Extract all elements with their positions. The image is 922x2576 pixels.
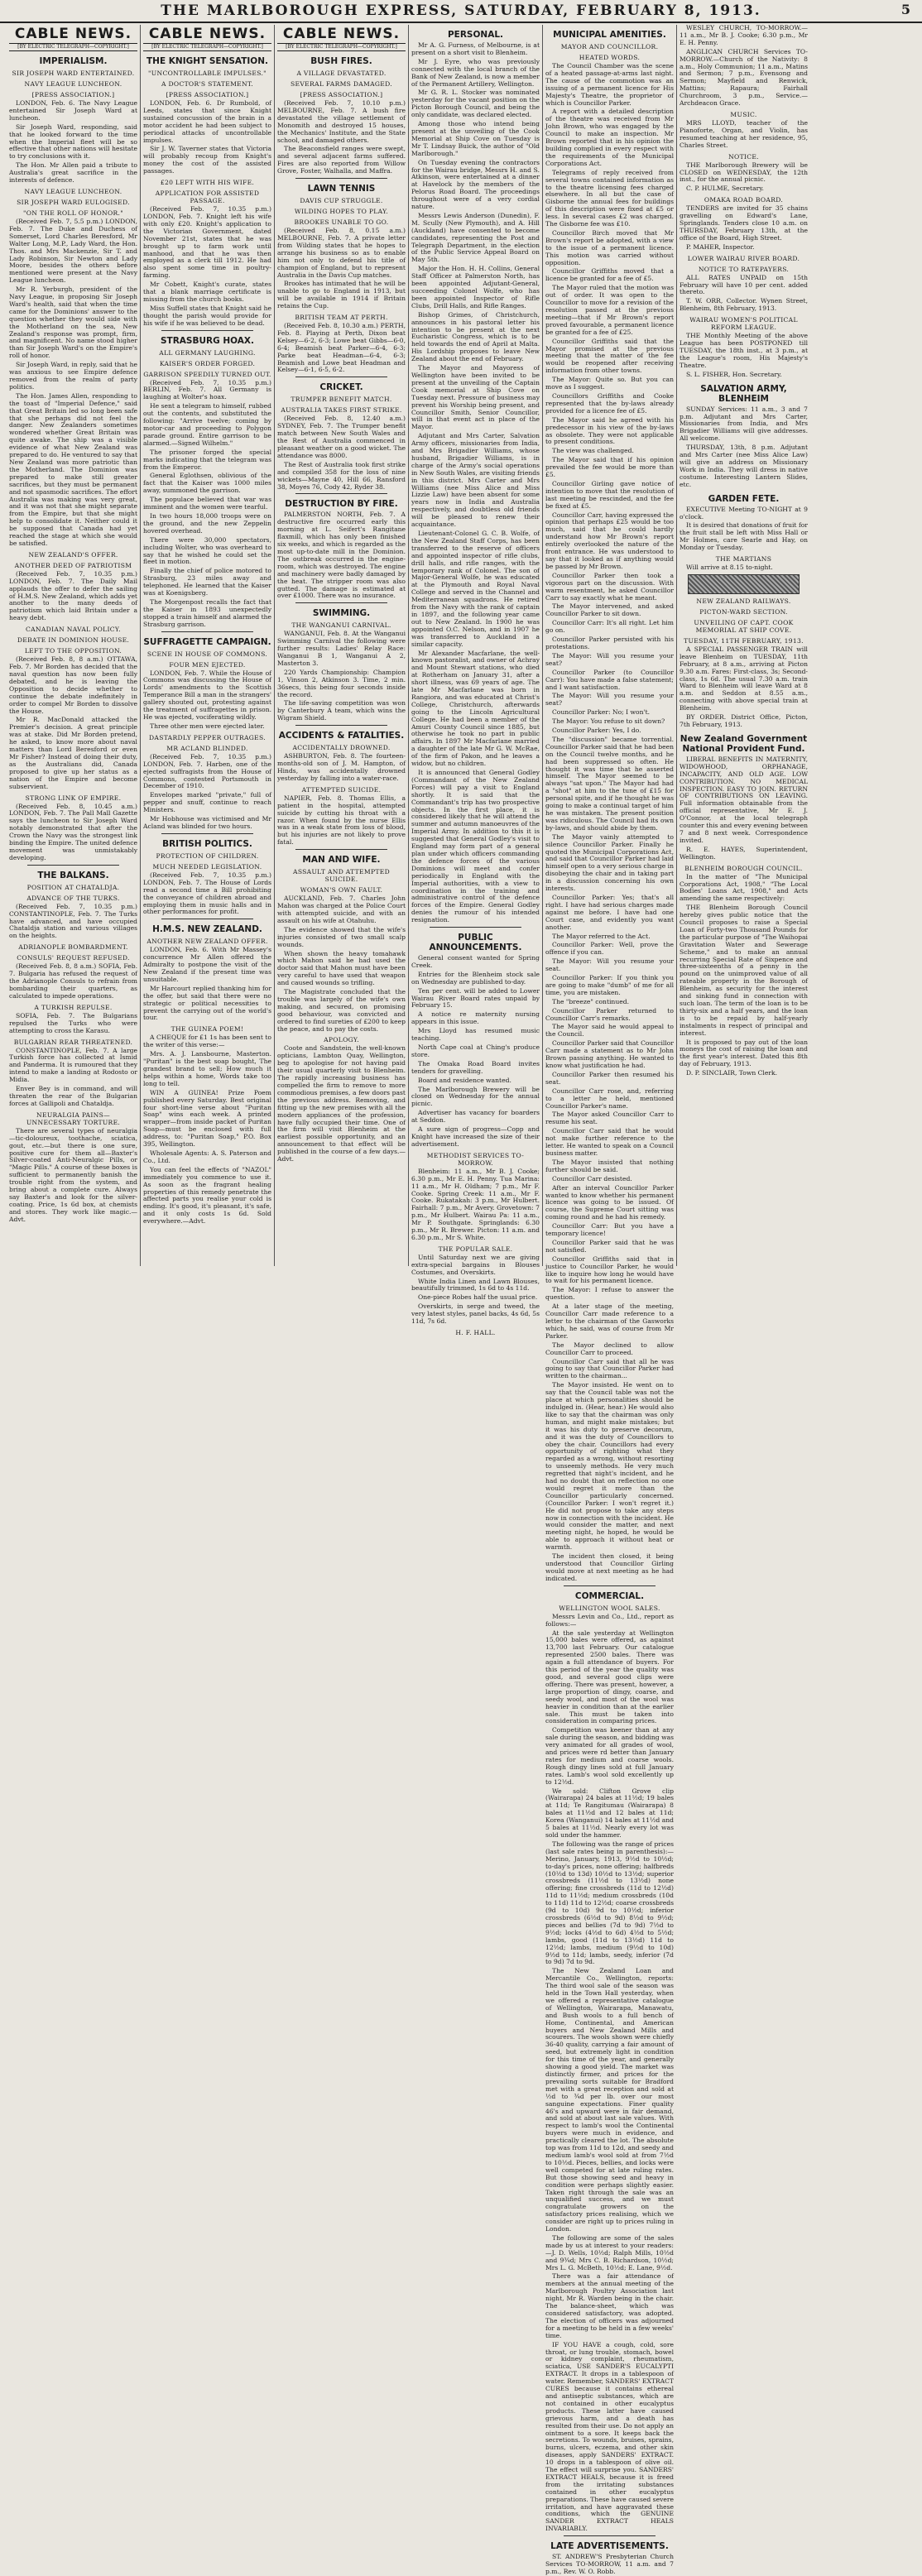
paragraph: The Marlborough Brewery will be closed on Wednesday for the annual picnic.: [411, 1085, 540, 1108]
paragraph: ASHBURTON, Feb. 8. The fourteen-months-old son of J. M. Hampton, of Hinds, was accidentally drowned yesterday by falling into a water-race.: [277, 752, 406, 782]
paragraph: The Mayor referred to the Act.: [552, 932, 651, 940]
subhead: CANADIAN NAVAL POLICY.: [26, 626, 121, 634]
subhead: A DOCTOR'S STATEMENT.: [161, 80, 253, 88]
signature: BY ORDER. District Office, Picton, 7th February, 1913.: [679, 713, 808, 728]
paragraph: The life-saving competition was won by Canterbury A team, which wins the Wigram Shield.: [277, 699, 406, 722]
advertisement: Mrs. A. J. Lansbourne, Masterton. "Puritan" is the best soap bought, The grandest brand to sell; How much it helps within a home, Words take too long to tell.: [143, 1050, 271, 1087]
paragraph: The Mayor: Quite so. But you can move as I suggest.: [545, 376, 674, 391]
advertisement: Overskirts, in serge and tweed, the very latest styles, panel backs, 4s 6d, 5s 11d, 7s 6d.: [411, 1302, 540, 1326]
paragraph: The Mayor: Will you resume your seat?: [545, 692, 674, 708]
paragraph: The following was the range of prices (last sale rates being in parenthesis):—Merino, January, 1913, 9½d to 10½d; to-day's prices, none offering; halfbreds (10½d to 13d) 10½d to 13½d; superior crossbreds (11½d to 13½d) none offering; fine crossbreds (11d to 12½d) 11d to 11½d; medium crossbreds (10d to 11d) 11d to 12½d; coarse crossbreds (9d to 10d) 9d to 10½d; inferior crossbreds (6½d to 9d) 8½d to 9½d; pieces and bellies (7d to 9d) 7½d to 9½d; locks (4½d to 6d) 4½d to 5½d; lambs, good (11d to 13½d) 11d to 12½d; lambs, medium (9½d to 10d) 9½d to 11d; lambs, seedy, inferior (7d to 9d) 7d to 9d.: [545, 1840, 674, 1966]
subhead: "UNCONTROLLABLE IMPULSES.": [148, 70, 267, 77]
subhead: NEW ZEALAND'S OFFER.: [28, 550, 118, 559]
paragraph: The Mayor intervened, and asked Councillor Parker to sit down.: [545, 602, 674, 618]
subhead: THE MARTIANS: [715, 555, 772, 564]
paragraph: Councillor Parker: If you think you are going to make "dumb" of me for all time, you are mistaken.: [545, 974, 674, 996]
advertisement: ANGLICAN CHURCH Services TO-MORROW.—Church of the Nativity: 8 a.m., Holy Communion; 11 a.m., Matins and Sermon; 7 p.m., Evensong and Sermon; Mayfield and Renwick, Mattins; Rapaura; Fairhall Churchroom, 3 p.m., Service.—Archdeacon Grace.: [679, 47, 808, 108]
headline-destruction-by-fire: DESTRUCTION BY FIRE.: [285, 499, 398, 510]
paragraph: A report with a detailed description of the theatre was received from Mr John Brown, who was engaged by the Council to make an inspection. Mr Brown reported that in his opinion the building complied in every respect with the requirements of the Municipal Corporations Act.: [545, 108, 674, 167]
paragraph: Competition was keener than at any sale during the season, and bidding was very animated for all grades of wool, and prices were rd better than January rates for medium and coarse wools. Rough dingy lines sold at full January rates. Lamb's wool sold excellently up to 12½d.: [545, 1726, 674, 1786]
subhead: ANOTHER NEW ZEALAND OFFER.: [146, 938, 268, 946]
signature: P. MAHER, Inspector.: [686, 242, 755, 251]
advertisement: White India Linen and Lawn Blouses, beautifully trimmed, 1s 6d to 4s 11d.: [411, 1277, 540, 1293]
paragraph: Councillor Carr rose, and, referring to a letter he held, mentioned Councillor Parker's name.: [545, 1087, 674, 1110]
paragraph: Councillor Griffiths said that the Mayor promised at the previous meeting that the matter of the fee would be reopened after receiving information from other towns.: [545, 337, 674, 375]
signature: R. E. HAYES, Superintendent, Wellington.: [679, 845, 808, 861]
subhead: TUESDAY, 11TH FEBRUARY, 1913.: [684, 636, 804, 645]
paragraph: Ten per cent. will be added to Lower Wairau River Board rates unpaid by February 15.: [411, 986, 540, 1010]
paragraph: (Received Feb. 7, 10.35 p.m.) CONSTANTINOPLE, Feb. 7. The Turks have advanced, and have occupied Chataldja station and various villages on the heights.: [9, 902, 137, 940]
divider: [295, 849, 387, 850]
advertisement: A SPECIAL PASSENGER TRAIN will leave Blenheim on TUESDAY, 11th February, at 8 a.m., arriving at Picton 9.30 a.m. Fares: First-class, 3s; Second-class, 1s 6d. The usual 7.30 a.m. train Ward to Blenheim will leave Ward at 8 a.m. and Seddon at 8.55 a.m., connecting with above special train at Blenheim.: [679, 645, 808, 712]
headline-balkans: THE BALKANS.: [37, 870, 109, 880]
signature: H. F. HALL.: [455, 1329, 496, 1336]
subhead: DEBATE IN DOMINION HOUSE.: [17, 636, 130, 645]
headline-imperialism: IMPERIALISM.: [39, 56, 108, 66]
column-2: [141, 25, 275, 1266]
paragraph: The Beaconsfield ranges were swept, and several adjacent farms suffered. Fires are also reported from Willow Grove, Foster, Walhalla, and Maffra.: [277, 145, 406, 175]
signature: T. W. ORR, Collector. Wynen Street, Blenheim, 8th February, 1913.: [679, 297, 808, 313]
paragraph: On Tuesday evening the contractors for the Wairau bridge, Messrs H. and S. Atkinson, were entertained at a dinner at Havelock by the members of the Pelorus Road Board. The proceedings throughout were of a very cordial nature.: [411, 158, 540, 211]
paragraph: Councillor Parker said that Councillor Carr made a statement as to Mr John Brown passing anything. He wanted to know what justification he had.: [545, 1039, 674, 1069]
paragraph: Bishop Grimes, of Christchurch, announces in his pastoral letter his intention to be present at the next Eucharistic Congress, which is to be held towards the end of April at Malta. His Lordship proposes to leave New Zealand about the end of February.: [411, 310, 540, 363]
advertisement: EXECUTIVE Meeting TO-NIGHT at 9 o'clock.: [679, 505, 808, 520]
paragraph: The Morgenpost recalls the fact that the Kaiser in 1893 unexpectedly stopped a train himself and alarmed the Strasburg garrison.: [143, 597, 271, 628]
headline-salvation-army: SALVATION ARMY, BLENHEIM: [700, 383, 787, 404]
paragraph: Councillor Griffiths moved that a licence be granted for a fee of £5.: [545, 267, 674, 283]
subhead: BULGARIAN REAR THREATENED.: [13, 1038, 133, 1046]
subhead: DAVIS CUP STRUGGLE.: [300, 197, 383, 205]
paragraph: The evidence showed that the wife's injuries consisted of two small scalp wounds.: [277, 925, 406, 948]
advertisement: MRS LLOYD, teacher of the Pianoforte, Organ, and Violin, has resumed teaching at her residence, 95, Charles Street.: [679, 118, 808, 149]
subhead: GARRISON SPEEDILY TURNED OUT.: [143, 370, 271, 378]
byline: [BY ELECTRIC TELEGRAPH—COPYRIGHT.]: [9, 43, 137, 51]
paragraph: Councillor Carr said that he would not make further reference to the letter. He wanted to speak on a Council business matter.: [545, 1127, 674, 1157]
headline-bush-fires: BUSH FIRES.: [310, 56, 372, 66]
headline-strasburg: STRASBURG HOAX.: [160, 335, 255, 346]
paragraph: The Mayor ruled that the motion was out of order. It was open to the Councillor to move for a revision of the resolution passed at the previous meeting—that if Mr Brown's report proved favourable, a permanent licence be granted for a fee of £25.: [545, 284, 674, 336]
column-1: [7, 25, 141, 1266]
paragraph: Major the Hon. H. H. Collins, General Staff Officer at Palmerston North, has been appointed Adjutant-General, succeeding Colonel Wolfe, who has been appointed Inspector of Rifle Clubs, Drill Halls, and Rifle Ranges.: [411, 265, 540, 309]
paragraph: The New Zealand Loan and Mercantile Co., Wellington, reports: The third wool sale of the season was held in the Town Hall yesterday, when we offered a representative catalogue of Wellington, Wairarapa, Manawatu, and Bush wools to a full bench of Home, Continental, and American buyers and New Zealand Mills and scourers. The wools shown were chiefly 36-40 quality, carrying a fair amount of seed, but extremely light in condition for this time of the year, and generally showing a good yield. The market was distinctly firmer, and prices for the prevailing sorts suitable for Bradford met with a great reception and sold at ½d to ¾d per lb. over our most sanguine expectations. Finer quality 46's and upward were in fair demand, and sold at about last sale values. With respect to lamb's wool the Continental buyers were much in evidence, and practically cleared the lot. The absolute top was from 11d to 12d, and seedy and medium lamb's wool sold at from 7½d to 10½d. Pieces, bellies, and locks were well competed for at late ruling rates. But those showing seed and heavy in condition were perhaps slightly easier. Taken right through the sale was an unqualified success, and we must congratulate growers on the satisfactory prices realising, which we consider are right up to prices ruling in London.: [545, 1967, 674, 2233]
subhead: MUCH NEEDED LEGISLATION.: [152, 862, 262, 871]
subhead: NEW ZEALAND RAILWAYS.: [696, 597, 791, 605]
newspaper-columns: [7, 24, 915, 2575]
paragraph: After an interval Councillor Parker wanted to know whether his permanent licence was going to be issued. Of course, the Supreme Court sitting was coming round and he had his remedy.: [545, 1183, 674, 1221]
paragraph: Councillor Parker: Yes, I do.: [552, 727, 641, 735]
advertisement: IF YOU HAVE a cough, cold, sore throat, or lung trouble, stomach, bowel or kidney complaint, rheumatism, sciatica, USE SANDER'S EUCALYPTI EXTRACT. It drops in a tablespoon of water. Remember, SANDERS' EXTRACT CURES because it contains ethereal and antiseptic substances, which are not contained in other eucalyptus products. These latter have caused grievous harm, and a death has resulted from their use. Do not apply an ointment to a sore. It keeps back the secretions. To wounds, bruises, sprains, burns, ulcers, eczema, and other skin diseases, apply SANDERS' EXTRACT. 10 drops in a tablespoon of olive oil. The effect will surprise you. SANDERS' EXTRACT HEALS, because it is freed from the irritating substances contained in other eucalyptus preparations. These have caused severe irritation, and have aggravated these conditions, which the GENUINE SANDER EXTRACT HEALS INVARIABLY.: [545, 2340, 674, 2533]
divider: [295, 178, 387, 179]
divider: [295, 493, 387, 494]
advertisement: THURSDAY, 13th, 8 p.m. Adjutant and Mrs Carter (nee Miss Alice Law) will give an address on Missionary Work in India. They will dress in native costume. Interesting Lantern Slides, etc.: [679, 444, 808, 488]
subhead: ANOTHER DEED OF PATRIOTISM: [14, 561, 132, 569]
paragraph: Councillor Carr said that all he was going to say that Councillor Parker had written to the chairman...: [545, 1357, 674, 1380]
headline-personal: PERSONAL.: [447, 30, 504, 40]
advertisement: ALL RATES UNPAID on 15th February will have 10 per cent. added thereto.: [679, 273, 808, 296]
subhead: PICTON-WARD SECTION.: [699, 607, 788, 616]
subhead: KAISER'S ORDER FORGED.: [159, 359, 256, 367]
subhead: MAYOR AND COUNCILLOR.: [560, 43, 659, 50]
paragraph: The Mayor asked Councillor Carr to resume his seat.: [545, 1111, 674, 1126]
headline-garden-fete: GARDEN FETE.: [708, 493, 780, 504]
paragraph: The Mayor insisted that nothing further should be said.: [545, 1158, 674, 1173]
subhead: DASTARDLY PEPPER OUTRAGES.: [149, 733, 266, 741]
subhead: A VILLAGE DEVASTATED.: [296, 70, 387, 77]
paragraph: Mr R. Yerburgh, president of the Navy League, in proposing Sir Joseph Ward's health, said that when the time came for the Dominions' answer to the question whether they would side with the Motherland on the sea, New Zealand's response was prompt, firm, and magnificent. No name stood higher than Sir Joseph Ward's on the Empire's roll of honor.: [9, 285, 137, 360]
subhead: HEATED WORDS.: [579, 54, 641, 61]
column-3: [275, 25, 409, 1266]
paragraph: Mr A. G. Furness, of Melbourne, is at present on a short visit to Blenheim.: [411, 41, 540, 56]
paragraph: (Received Feb. 8, 8 a.m.) SOFIA, Feb. 7. Bulgaria has refused the request of the Adrianople Consuls to refrain from bombarding their quarters, as calculated to impede operations.: [9, 962, 137, 1000]
subhead: METHODIST SERVICES TO-MORROW.: [426, 1151, 525, 1167]
subhead: A TURKISH REPULSE.: [34, 1003, 113, 1011]
paragraph: The "breeze" continued.: [552, 997, 629, 1005]
paragraph: Lieutenant-Colonel G. C. B. Wolfe, of the New Zealand Staff Corps, has been transferred to the reserve of officers and appointed inspector of rifle clubs, drill halls, and rifle ranges, with the temporary rank of Colonel. The son of Major-General Wolfe, he was educated at the Plymouth and Royal Naval College and served in the Channel and Mediterranean squadrons. He retired from the Navy with the rank of captain in 1897, and the following year came out to New Zealand. In 1900 he was appointed O.C. Nelson, and in 1907 he was transferred to Auckland in a similar capacity.: [411, 530, 540, 648]
headline-public-announcements: PUBLIC ANNOUNCEMENTS.: [429, 933, 522, 953]
paragraph: When shown the heavy tomahawk which Mahon said he had used the doctor said that Mahon must have been very careful to have used that weapon and caused wounds so trifling.: [277, 949, 406, 987]
paragraph: 220 Yards Championship: Champion 1, Vinson 2, Atkinson 3. Time, 2 min. 36secs, this being four seconds inside the record.: [277, 668, 406, 698]
paragraph: The Omaka Road Board invites tenders for gravelling.: [411, 1059, 540, 1075]
divider: [295, 725, 387, 726]
paragraph: Finally the chief of police motored to Strasburg, 23 miles away and telephoned. He learned that the Kaiser was at Koenigsberg.: [143, 567, 271, 597]
paragraph: The Council Chamber was the scene of a heated passage-at-arms last night. The cause of the commotion was an issuing of a permanent licence for His Majesty's Theatre, the proprietor of which is Councillor Parker.: [545, 62, 674, 107]
divider: [430, 927, 521, 928]
paragraph: The incident then closed, it being understood that Councillor Girling would move at next meeting as he had indicated.: [545, 1552, 674, 1582]
headline-british-politics: BRITISH POLITICS.: [162, 838, 252, 849]
paragraph: Envelopes marked "private," full of pepper and snuff, continue to reach Ministers.: [143, 791, 271, 814]
paragraph: (Received Feb. 8, 10.45 a.m.) LONDON, Feb. 7. The Pall Mall Gazette says the luncheon to Sir Joseph Ward notably demonstrated that after the Crown the Navy was the strongest link binding the Empire. The united defence movement was unmistakably developing.: [9, 802, 137, 861]
subhead: WOMAN'S OWN FAULT.: [300, 886, 383, 895]
advertisement: One-piece Robes half the usual price.: [418, 1293, 538, 1302]
masthead-title: THE MARLBOROUGH EXPRESS, SATURDAY, FEBRUARY 8, 1913.: [161, 2, 761, 19]
headline-late-advertisements: LATE ADVERTISEMENTS.: [550, 2541, 669, 2552]
paragraph: The Mayor: I refuse to answer the question.: [545, 1286, 674, 1302]
paragraph: Blenheim: 11 a.m., Mr B. J. Cooke; 6.30 p.m., Mr E. H. Penny. Tua Marina: 11 a.m., Mr H. Oldham; 7 p.m., Mr F. Cooke. Spring Creek: 11 a.m., Mr F. Cooke. Rukatakah: 3 p.m., Mr Hulbert. Fairhall: 7 p.m., Mr Avery. Grovetown: 7 p.m., Mr Hulbert. Wairau Pa: 11 a.m., Mr P. Southgate. Springlands: 6.30 p.m., Mr R. Brewer. Picton: 11 a.m. and 6.30 p.m., Mr S. White.: [411, 1167, 540, 1241]
paragraph: The Mayor: Will you resume your seat?: [545, 651, 674, 667]
train-illustration: [688, 574, 800, 594]
subhead: ALL GERMANY LAUGHING.: [159, 348, 256, 357]
paragraph: LONDON, Feb. 6. Dr Rumbold, of Leeds, states that since Knight sustained concussion of the brain in a motor accident he had been subject to periodical attacks of uncontrollable impulses.: [143, 99, 271, 144]
paragraph: Mr Hobhouse was victimised and Mr Acland was blinded for two hours.: [143, 815, 271, 830]
paragraph: Sir Joseph Ward, in reply, said that he was anxious to see Empire defence removed from the realm of party politics.: [9, 361, 137, 391]
paragraph: Councillor Griffiths said that in justice to Councillor Parker, he would like to inquire how long he would have to wait for his permanent licence.: [545, 1254, 674, 1285]
advertisement: THE Monthly Meeting of the above League has been POSTPONED till TUESDAY, the 18th inst., at 3 p.m., at the League's room, His Majesty's Theatre.: [679, 332, 808, 369]
paragraph: Mrs Lloyd has resumed music teaching.: [411, 1027, 540, 1043]
divider: [161, 631, 253, 632]
paragraph: General consent wanted for Spring Creek.: [411, 954, 540, 969]
paragraph: (Received Feb. 7, 10.35 p.m.) LONDON, Feb. 7. The Daily Mail applauds the offer to defer the sailing of H.M.S. New Zealand, which adds yet another to the many deeds of patriotism which laid Britain under a heavy debt.: [9, 569, 137, 622]
paragraph: A notice re maternity nursing appears in this issue.: [411, 1010, 540, 1026]
press-association-tag: [PRESS ASSOCIATION.]: [31, 91, 115, 98]
paragraph: AUCKLAND, Feb. 7. Charles John Mahon was charged at the Police Court with attempted suicide, and with an assault on his wife at Otahuhu.: [277, 895, 406, 924]
paragraph: We sold: Clifton Grove clip (Wairarapa) 24 bales at 11½d; 19 bales at 11d; Te Rangitumau (Wairarapa) 8 bales at 11½d and 12 bales at 11d; Korea (Wanganui) 14 bales at 11½d and 5 bales at 11½d. Nearly every lot was sold under the hammer.: [545, 1787, 674, 1839]
paragraph: (Received Feb. 8, 0.15 a.m.) MELBOURNE, Feb. 7. A private letter from Wilding states that he hopes to arrange his business so as to enable him not only to defend his title of champion of England, but to represent Australia in the Davis Cup matches.: [277, 227, 406, 279]
subhead: BROOKES UNABLE TO GO.: [294, 218, 389, 227]
subhead: BLENHEIM BOROUGH COUNCIL.: [684, 864, 803, 872]
paragraph: (Received Feb. 7, 10.35 p.m.) LONDON, Feb. 7. Knight left his wife with only £20. Knight's application to the Victorian Government, dated November 21st, states that he was brought up to farm work until manhood, and that he was then employed as a clerk till 1912. He had also spent some time in poultry-farming.: [143, 205, 271, 280]
divider: [27, 865, 119, 866]
paragraph: The Hon. Mr Allen paid a tribute to Australia's great sacrifice in the interests of defence.: [9, 161, 137, 185]
paragraph: Mr Alexander Macfarlane, the well-known pastoralist, and owner of Achray and Mount Stewart stations, who died at Rotherham on January 31, after a short illness, was 69 years of age. The late Mr Macfarlane was born in Rangiora, and was educated at Christ's College, Christchurch, afterwards going to the Lincoln Agricultural College. He had been a member of the Amuri County Council since 1885, but otherwise he took no part in public affairs. In 1897 Mr Macfarlane married a daughter of the late Mr G. W. McRae, of the firm of Pakon, and he leaves a widow, but no children.: [411, 649, 540, 768]
paragraph: The populace believed that war was imminent and the women were tearful.: [143, 496, 271, 511]
paragraph: The Mayor said he would appeal to the Council.: [545, 1023, 674, 1039]
paragraph: Councillor Girling gave notice of intention to move that the resolution of last meeting be rescinded, and the fee be fixed at £5.: [545, 479, 674, 510]
subhead: NOTICE.: [728, 152, 759, 161]
byline: [BY ELECTRIC TELEGRAPH—COPYRIGHT.]: [143, 43, 271, 51]
subhead: AUSTRALIA TAKES FIRST STRIKE.: [281, 406, 402, 415]
subhead: TRUMPER BENEFIT MATCH.: [291, 396, 392, 404]
headline-suffragette: SUFFRAGETTE CAMPAIGN.: [143, 636, 271, 647]
paragraph: Councillor Birch moved that Mr Brown's report be adopted, with a view to the issue of a permanent licence. This motion was carried without opposition.: [545, 228, 674, 266]
masthead: [0, 0, 922, 23]
paragraph: The following are some of the sales made by us at interest to your readers:—J. D. Wells, 10½d; Ralph Mills, 10½d and 9¾d; Mrs C. B. Richardson, 10½d; Mrs L. G. McBeth, 10½d; E. Lane, 9½d.: [545, 2233, 674, 2271]
subhead: THE POPULAR SALE.: [438, 1245, 513, 1253]
byline: [BY ELECTRIC TELEGRAPH—COPYRIGHT.]: [277, 43, 406, 51]
paragraph: The Mayor: Will you resume your seat.: [545, 957, 674, 973]
advertisement: SUNDAY Services: 11 a.m., 3 and 7 p.m. Adjutant and Mrs Carter, Missionaries from India, and Mrs Brigadier Williams will give addresses. All welcome.: [679, 405, 808, 443]
headline-hms-new-zealand: H.M.S. NEW ZEALAND.: [152, 924, 262, 935]
subhead: NEURALGIA PAINS—UNNECESSARY TORTURE.: [26, 1111, 121, 1126]
paragraph: (Received Feb. 8, 8 a.m.) OTTAWA, Feb. 7. Mr Borden has decided that the naval question has now been fully debated, and he is leaving the Opposition to decide whether to continue the debate indefinitely in order to compel Mr Borden to dissolve the House.: [9, 655, 137, 715]
paragraph: Mr Harcourt replied thanking him for the offer, but said that there were no strategic or political necessities to prevent the carrying out of the world's tour.: [143, 984, 271, 1022]
subhead: SCENE IN HOUSE OF COMMONS.: [146, 650, 268, 658]
paragraph: CONSTANTINOPLE, Feb. 7. A large Turkish force has collected at Ismid and Panderma. It is rumoured that they intend to make a landing at Rodosto or Midia.: [9, 1046, 137, 1084]
subhead: MR ACLAND BLINDED.: [166, 744, 248, 752]
paragraph: Brookes has intimated that he will be unable to go to England in 1913, but will be available in 1914 if Britain retains the Cup.: [277, 280, 406, 310]
paragraph: The Mayor declined to allow Councillor Carr to proceed.: [545, 1341, 674, 1356]
subhead: ASSAULT AND ATTEMPTED SUICIDE.: [293, 868, 390, 884]
subhead: FOUR MEN EJECTED.: [169, 660, 246, 669]
subhead: STRONG LINK OF EMPIRE.: [25, 794, 122, 802]
paragraph: In two hours 18,000 troops were on the ground, and the new Zeppelin hovered overhead.: [143, 511, 271, 535]
press-association-tag: [PRESS ASSOCIATION.]: [166, 91, 249, 98]
subhead: POSITION AT CHATALDJA.: [26, 883, 120, 891]
press-association-tag: [PRESS ASSOCIATION.]: [300, 91, 383, 98]
paragraph: Mr R. MacDonald attacked the Premier's decision. A great principle was at stake. Did Mr Borden pretend, he asked, to know more about naval matters than Lord Beresford or even Mr Fisher? Instead of doing their duty, as the Australians did, Canada proposed to give up her status as a nation of the Empire and become subservient.: [9, 716, 137, 790]
subhead: ADVANCE OF THE TURKS.: [26, 894, 120, 902]
paragraph: (Received Feb. 8, 10.30 a.m.) PERTH, Feb. 8. Playing at Perth, Dixon beat Kelsey—6-2, 6-3; Lowe beat Gibbs—6-0, 6-4; Beamish beat Parker—6-4, 6-3; Parke beat Headman—6-4, 6-3; Beamish and Lowe beat Headman and Kelsey—6-1, 6-5, 6-2.: [277, 322, 406, 374]
paragraph: Councillor Parker said that he was not satisfied.: [545, 1238, 674, 1254]
subhead: ATTEMPTED SUICIDE.: [301, 785, 382, 794]
paragraph: Enver Bey is in command, and will threaten the rear of the Bulgarian forces at Gallipoli and Chataldja.: [9, 1085, 137, 1107]
advertisement: THE Marlborough Brewery will be CLOSED on WEDNESDAY, the 12th inst., for the annual picnic.: [679, 161, 808, 184]
paragraph: (Received Feb. 8, 12.40 a.m.) SYDNEY, Feb. 7. The Trumper benefit match between New South Wales and the Rest of Australia commenced in pleasant weather on a good wicket. The attendance was 8000.: [277, 415, 406, 459]
paragraph: (Received Feb. 7, 10.35 p.m.) BERLIN, Feb. 7. All Germany is laughing at Wolter's hoax.: [143, 378, 271, 401]
paragraph: LONDON, Feb. 6. With Mr Massey's concurrence Mr Allen offered the Admiralty to postpone the visit of the New Zealand if the present time was unsuitable.: [143, 946, 271, 983]
paragraph: PALMERSTON NORTH, Feb. 7. A destructive fire occurred early this morning at L. Seifert's Rangitane flaxmill, which has only been finished six weeks, and which is regarded as the most up-to-date mill in the Dominion. The outbreak occurred in the engine-room, which was destroyed. The engine and machinery were badly damaged by the heat. The stripper room was also gutted. The damage is estimated at over £1000. There was no insurance.: [277, 511, 406, 600]
headline-accidents: ACCIDENTS & FATALITIES.: [278, 731, 405, 741]
advertisement: LIBERAL BENEFITS IN MATERNITY, WIDOWHOOD, ORPHANAGE, INCAPACITY, AND OLD AGE. LOW CONTRIBUTION. NO MEDICAL INSPECTION. EASY TO JOIN. RETURN OF CONTRIBUTIONS ON LEAVING. Full information obtainable from the official representative, Mr E. J. O'Connor, at the local telegraph counter this and every evening between 7 and 8 next week. Correspondence invited.: [679, 755, 808, 844]
paragraph: WANGANUI, Feb. 8. At the Wanganui Swimming Carnival the following were further results: Ladies' Relay Race: Wanganui B 1, Wanganui A 2, Masterton 3.: [277, 630, 406, 667]
subhead: OMAKA ROAD BOARD.: [704, 196, 784, 204]
paragraph: Three other men were ejected later.: [150, 722, 265, 730]
subhead: LOWER WAIRAU RIVER BOARD.: [687, 254, 800, 262]
advertisement: It is desired that donations of fruit for the fruit stall be left with Miss Hall or Mr Holmes, care Searle and Hay, on Monday or Tuesday.: [679, 521, 808, 552]
subhead: SIR JOSEPH WARD EULOGISED.: [17, 198, 130, 206]
paragraph: The Mayor: You refuse to sit down?: [552, 717, 665, 726]
subhead: WAIRAU WOMEN'S POLITICAL REFORM LEAGUE.: [689, 316, 798, 332]
paragraph: (Received Feb. 7, 10.35 p.m.) LONDON, Feb. 7. The House of Lords read a second time a Bill prohibiting the conveyance of children abroad and employing them in music halls and in other performances for profit.: [143, 871, 271, 916]
paragraph: Among those who intend being present at the unveiling of the Cook Memorial at Ship Cove on Tuesday is Mr T. Lindsay Buick, the author of "Old Marlborough.": [411, 120, 540, 157]
paragraph: Councillor Parker then took a vigorous part on the discussion. With warm resentment, he asked Councillor Carr to say exactly what he meant.: [545, 571, 674, 602]
paragraph: There was a fair attendance of members at the annual meeting of the Marlborough Poultry Association last night, Mr R. Warden being in the chair. The balance-sheet, which was considered satisfactory, was adopted. The election of officers was adjourned for a meeting to be held in a few weeks' time.: [545, 2272, 674, 2339]
paragraph: LONDON, Feb. 7. While the House of Commons was discussing the House of Lords' amendments to the Scottish Temperance Bill a man in the strangers' gallery shouted out, protesting against the treatment of suffragettes in prison. He was ejected, vociferating wildly.: [143, 669, 271, 721]
paragraph: Councillor Carr: But you have a temporary licence!: [545, 1222, 674, 1238]
column-4: [409, 25, 543, 1336]
paragraph: Councillor Parker: No; I won't.: [552, 708, 651, 717]
paragraph: Messrs Lewis Anderson (Dunedin), F. M. Scully (New Plymouth), and A. Hill (Auckland) have consented to become candidates, representing the Post and Telegraph Department, in the election of the Public Service Appeal Board on May 5th.: [411, 211, 540, 264]
paragraph: (Received Feb. 7, 5.5 p.m.) LONDON, Feb. 7. The Duke and Duchess of Somerset, Lord Charles Beresford, Mr Walter Long, M.P., Lady Ward, the Hon. Thos. and Mrs Mackenzie, Sir T. and Lady Robinson, Sir Newton and Lady Moore, besides the others before mentioned were present at the Navy League luncheon.: [9, 217, 137, 285]
headline-swimming: SWIMMING.: [312, 608, 371, 619]
paragraph: The view was challenged.: [552, 447, 634, 455]
advertisement: TENDERS are invited for 35 chains gravelling on Edward's Lane, Springlands. Tenders close 10 a.m. on THURSDAY, February 13th, at the office of the Board, High Street.: [679, 204, 808, 242]
paragraph: Councillor Parker: Well, prove the offence if you can.: [545, 941, 674, 957]
paragraph: General Eglothsen, oblivious of the fact that the Kaiser was 1000 miles away, summoned the garrison.: [143, 472, 271, 495]
subhead: UNVEILING OF CAPT. COOK MEMORIAL AT SHIP COVE.: [694, 618, 794, 634]
advertisement: WIN A GUINEA! Prize Poem published every Saturday. Best original four short-line verse about "Puritan Soap" wins each week. A printed wrapper—from inside packet of Puritan Soap—must be enclosed with full address, to: "Puritan Soap," P.O. Box 395, Wellington.: [143, 1088, 271, 1149]
paragraph: The Mayor said that if his opinion prevailed the fee would be more than £5.: [545, 456, 674, 479]
paragraph: Mr G. R. L. Stocker was nominated yesterday for the vacant position on the Picton Borough Council, and being the only candidate, was declared elected.: [411, 89, 540, 119]
subhead: BRITISH TEAM AT PERTH.: [295, 314, 388, 322]
page-number: 5: [900, 2, 910, 17]
paragraph: A sure sign of progress—Copp and Knight have increased the size of their advertisement.: [411, 1125, 540, 1148]
advertisement: ST. ANDREW'S Presbyterian Church Services TO-MORROW, 11 a.m. and 7 p.m., Rev. W. O. Robb.: [545, 2553, 674, 2575]
headline-municipal: MUNICIPAL AMENITIES.: [553, 30, 666, 40]
cable-news-header: CABLE NEWS.: [14, 26, 132, 42]
signature: C. P. HULME, Secretary.: [686, 185, 764, 193]
subhead: LEFT TO THE OPPOSITION.: [24, 647, 122, 655]
paragraph: The "discussion" became torrential. Councillor Parker said that he had been on the Council twelve months, and he had been suppressed so often. He thought it was time that he asserted himself. The Mayor seemed to be always "sat upon." The Mayor had had a "shot" at him to the tune of £15 for personal spite, and if he thought he was going to make a continual target of him he was mistaken. The present position was ridiculous. The Council had its own by-laws, and should abide by them.: [545, 735, 674, 832]
divider: [161, 330, 253, 331]
advertisement: Wholesale Agents: A. S. Paterson and Co., Ltd.: [143, 1149, 271, 1164]
divider: [161, 833, 253, 834]
paragraph: Board and residence wanted.: [418, 1076, 511, 1084]
cable-news-header: CABLE NEWS.: [148, 26, 267, 42]
divider: [295, 602, 387, 603]
paragraph: He sent a telegram to himself, rubbed out the contents, and substituted the following: "Arrive twelve; coming by motor-car and proceeding to Polygon parade ground. Entire garrison to be alarmed.—Signed Wilhelm.": [143, 402, 271, 447]
paragraph: Councillor Parker then resumed his seat.: [545, 1070, 674, 1086]
headline-man-and-wife: MAN AND WIFE.: [302, 855, 381, 866]
advertisement: WESLEY CHURCH, TO-MORROW.—11 a.m., Mr B. J. Cooke; 6.30 p.m., Mr E. H. Penny.: [679, 24, 808, 46]
advertisement: In the matter of "The Municipal Corporations Act, 1908," "The Local Bodies' Loans Act, 1908," and Acts amending the same respectively:: [679, 872, 808, 903]
paragraph: Adjutant and Mrs Carter, Salvation Army officers, missionaries from India, and Mrs Brigadier Williams, whose husband, Brigadier Williams, is in charge of the Army's social operations in New South Wales, are visiting friends in this district. Mrs Carter and Mrs Williams (nee Miss Alice and Miss Lizzie Law) have been absent for some years now in India and Australia respectively, and doubtless old friends will be pleased to renew their acquaintance.: [411, 432, 540, 529]
subhead: MUSIC.: [730, 110, 757, 118]
signature: D. P. SINCLAIR, Town Clerk.: [686, 1069, 777, 1077]
subhead: THE WANGANUI CARNIVAL.: [291, 621, 391, 630]
headline-commercial: COMMERCIAL.: [574, 1590, 645, 1601]
paragraph: Mr J. Eyre, who was previously connected with the local branch of the Bank of New Zealand, is now a member of the Permanent Artillery, Wellington.: [411, 57, 540, 88]
paragraph: Councillor Parker (to Councillor Carr): You have made a false statement; and I want satisfaction.: [545, 668, 674, 691]
paragraph: Councillor Parker: Yes; that's all right. I have had serious charges made against me before. I have had one Court case, and evidently you want another.: [545, 893, 674, 931]
paragraph: Telegrams of reply received from several towns contained information as to the theatre licensing fees charged elsewhere. In all but the case of Gisborne the annual fees for buildings of this description were fixed at £5 or less. In several cases £2 was charged. The Gisborne fee was £10.: [545, 168, 674, 228]
paragraph: The Mayor said he agreed with his predecessor in his view of the by-laws as obsolete. They were not applicable to present conditions.: [545, 415, 674, 446]
paragraph: SOFIA, Feb. 7. The Bulgarians repulsed the Turks who were attempting to cross the Karasu.: [9, 1011, 137, 1034]
paragraph: Councillor Carr, having expressed the opinion that perhaps £25 would be too much, said that he could hardly understand how Mr Brown's report entirely overlooked the nature of the front entrance. He was understood to say that it looked as if anything would be passed by Mr Brown.: [545, 511, 674, 570]
column-6: [677, 25, 810, 1266]
paragraph: Sir Joseph Ward, responding, said that he looked forward to the time when the Imperial fleet will be so effective that other nations will hesitate to try conclusions with it.: [9, 122, 137, 161]
paragraph: Advertiser has vacancy for boarders at Seddon.: [411, 1109, 540, 1125]
subhead: NOTICE TO RATEPAYERS.: [698, 265, 790, 273]
paragraph: NAPIER, Feb. 8. Thomas Ellis, a patient in the hospital, attempted suicide by cutting his throat with a razor. When found by the nurse Ellis was in a weak state from loss of blood, but his injuries are not likely to prove fatal.: [277, 794, 406, 847]
paragraph: Sir J. W. Taverner states that Victoria will probably recoup from Knight's money the cost of the assisted passages.: [143, 145, 271, 175]
paragraph: (Received Feb. 7, 10.10 p.m.) MELBOURNE, Feb. 7. A bush fire devastated the village settlement of Monomith and destroyed 15 houses, the Mechanics' Institute, and the State school, and damaged others.: [277, 99, 406, 144]
advertisement: THE Blenheim Borough Council hereby gives public notice that the Council proposes to raise a Special Loan of Forty-two Thousand Pounds for the particular purpose of "The Waihopai Gravitation Water and Sewerage Scheme," and to make an annual recurring Special Rate of Sixpence and three-sixteenths of a penny in the pound on the unimproved value of all rateable property in the Borough of Blenheim, as security for the interest and sinking fund in connection with such loan. The term of the loan is to be thirty-six and a half years, and the loan is to be repaid by half-yearly instalments in respect of principal and interest.: [679, 904, 808, 1037]
paragraph: Councillor Carr desisted.: [552, 1174, 632, 1182]
subhead: APPLICATION FOR ASSISTED PASSAGE.: [155, 189, 260, 205]
paragraph: The Magistrate concluded that the trouble was largely of the wife's own making, and secured, on promising good behaviour, was convicted and ordered to find sureties of £200 to keep the peace, and to pay the costs.: [277, 988, 406, 1033]
paragraph: At the sale yesterday at Wellington 15,000 bales were offered, as against 13,700 last February. Our catalogue represented 2500 bales. There was again a full attendance of buyers. For this period of the year the quality was good, and several good clips were offering. There was present, however, a large proportion of dingy, coarse, and seedy wool, and most of the wool was heavier in condition than at the earlier sale. This must be taken into consideration in comparing prices.: [545, 1629, 674, 1725]
advertisement: There are several types of neuralgia—tic-doloureux, toothache, sciatica, gout, etc.—but there is one sure, positive cure for them all—Baxter's Silver-coated Anti-Neuralgic Pills, or "Magic Pills." A course of these boxes is sufficient to permanently banish the trouble right from the system, and bring about a complete cure. Always say Baxter's and look for the silver-coating. Price, 1s 6d box, at chemists and stores. They work like magic.—Advt.: [9, 1126, 137, 1223]
paragraph: Entries for the Blenheim stock sale on Wednesday are published to-day.: [411, 970, 540, 986]
paragraph: The Mayor insisted. He went on to say that the Council table was not the place at which personalities should be indulged in. (Hear, hear.) He would also like to say that the chairman was only human, and might make mistakes; but it was his duty to preserve decorum, and it was the duty of Councillors to obey the chair. Councillors had every opportunity of righting what they regarded as a wrong, without resorting to unseemly methods. He very much regretted that night's incident, and he had no doubt that on reflection no one would regret it more than the Councillor particularly concerned. (Councillor Parker: I won't regret it.) He did not propose to take any steps now in connection with the incident. He would consider the matter, and next meeting night, he hoped, he would be able to approach it without heat or warmth.: [545, 1381, 674, 1552]
advertisement: You can feel the effects of "NAZOL" immediately you commence to use it. As soon as the fragrant healing properties of this remedy penetrate the affected parts you realise your cold is ending. It's good, it's pleasant, it's safe, and it only costs 1s 6d. Sold everywhere.—Advt.: [143, 1165, 271, 1226]
subhead: WILDING HOPES TO PLAY.: [294, 208, 389, 216]
paragraph: North Cape coal at Ching's produce store.: [411, 1043, 540, 1058]
headline-provident-fund: New Zealand Government National Provident Fund.: [679, 733, 808, 754]
paragraph: The Mayor vainly attempted to silence Councillor Parker. Finally he quoted the Municipal Corporations Act, and said that Councillor Parker had laid himself open to a very serious charge in disobeying the chair and in taking part in a discussion concerning his own interests.: [545, 832, 674, 893]
subhead: NAVY LEAGUE LUNCHEON.: [24, 80, 122, 88]
divider: [564, 2535, 655, 2536]
paragraph: LONDON, Feb. 6. The Navy League entertained Sir Joseph Ward at luncheon.: [9, 99, 137, 122]
subhead: SEVERAL FARMS DAMAGED.: [291, 80, 392, 88]
column-5: [543, 25, 677, 2575]
paragraph: Councillors Griffiths and Cooke represented that the by-laws already provided for a licence fee of £5.: [545, 391, 674, 415]
paragraph: (Received Feb. 7, 10.35 p.m.) LONDON, Feb. 7. Harben, one of the ejected suffragists from the House of Commons, contested Portsmouth in December of 1910.: [143, 752, 271, 790]
paragraph: Councillor Carr: It's all right. Let him go on.: [545, 619, 674, 635]
subhead: THE GUINEA POEM!: [170, 1025, 244, 1034]
subhead: ADRIANOPLE BOMBARDMENT.: [18, 943, 128, 952]
headline-lawn-tennis: LAWN TENNIS: [307, 184, 376, 194]
advertisement: A CHEQUE for £1 1s has been sent to the writer of this verse:—: [143, 1034, 271, 1049]
headline-knight: THE KNIGHT SENSATION.: [146, 56, 268, 66]
paragraph: Miss Suffell states that Knight said he thought the parish would provide for his wife if he was believed to be dead.: [143, 304, 271, 327]
headline-cricket: CRICKET.: [319, 382, 363, 393]
advertisement: Until Saturday next we are giving extra-special bargains in Blouses Costumes, and Overskirts.: [411, 1253, 540, 1276]
paragraph: The Rest of Australia took first strike and compiled 358 for the loss of nine wickets—Mayne 40, Hill 66, Ransford 38, Moyes 76, Cody 42, Ryder 38.: [277, 460, 406, 491]
subhead: APOLOGY.: [324, 1036, 359, 1044]
paragraph: Councillor Parker persisted with his protestations.: [545, 636, 674, 650]
subhead: PROTECTION OF CHILDREN.: [156, 851, 259, 860]
subhead: ACCIDENTALLY DROWNED.: [292, 744, 391, 752]
subhead: "ON THE ROLL OF HONOR.": [22, 209, 123, 217]
subhead: WELLINGTON WOOL SALES.: [559, 1604, 660, 1612]
paragraph: Messrs Levin and Co., Ltd., report as follows:—: [545, 1612, 674, 1628]
subhead: SIR JOSEPH WARD ENTERTAINED.: [12, 70, 135, 77]
paragraph: There were 30,000 spectators, including Wolter, who was overheard to say that he wished he could set the fleet in motion.: [143, 535, 271, 566]
paragraph: The Mayor and Mayoress of Wellington have been invited to be present at the unveiling of the Captain Cook memorial at Ship Cove on Tuesday next. Pressure of business may prevent his Worship being present, and Councillor Smith, Senior Councillor, will in that event act in place of the Mayor.: [411, 364, 540, 431]
advertisement: Coote and Sandstein, the well-known opticians, Lambton Quay, Wellington, beg to apologise for not having paid their usual quarterly visit to Blenheim. The rapidly increasing business has compelled the firm to remove to more commodious premises, a few doors past the previous address. Removing, and fitting up the new premises with all the modern appliances of the profession, have fully occupied their time. One of the firm will visit Blenheim at the earliest possible opportunity, and an announcement to that effect will be published in the course of a few days.—Advt.: [277, 1044, 406, 1163]
paragraph: The prisoner forged the special marks indicating that the telegram was from the Emperor.: [143, 448, 271, 471]
subhead: CONSULS' REQUEST REFUSED.: [17, 954, 130, 962]
paragraph: At a later stage of the meeting, Councillor Carr made reference to a letter to the chairman of the Gasworks which, he said, was of course from Mr Parker.: [545, 1302, 674, 1340]
subhead: £20 LEFT WITH HIS WIFE.: [160, 179, 255, 187]
paragraph: Mr Cobett, Knight's curate, states that a blank marriage certificate is missing from the church books.: [143, 281, 271, 303]
cable-news-header: CABLE NEWS.: [282, 26, 401, 42]
advertisement: Will arrive at 8.15 to-night.: [686, 564, 773, 572]
advertisement: It is proposed to pay out of the loan moneys the cost of raising the loan and the first year's interest. Dated this 8th day of February, 1913.: [679, 1038, 808, 1068]
divider: [564, 1585, 655, 1586]
paragraph: Councillor Parker returned to Councillor Carr's remarks.: [545, 1006, 674, 1022]
paragraph: The Hon. James Allen, responding to the toast of "Imperial Defence," said that Great Britain led so long been safe that she perhaps did not feel the danger. New Zealanders sometimes wondered whether Great Britain was quite awake. The ship was a visible evidence of what New Zealand was prepared to do. He ventured to say that New Zealand was more patriotic than the Motherland. The Dominion was prepared to make still greater sacrifices, but they must be permanent and not spasmodic sacrifices. The effort Australia was making was very great, and it was not that she might separate from the Empire, but that she might help to consolidate it. Neither could it be supposed that Canada had yet reached the stage at which she would be satisfied.: [9, 391, 137, 547]
subhead: NAVY LEAGUE LUNCHEON.: [24, 187, 122, 195]
paragraph: It is announced that General Godley (Commandant of the New Zealand Forces) will pay a visit to England shortly. It is said that the Commandant's trip has two prospective objects. In the first place, it is considered likely that he will attend the summer and autumn manoeuvres of the Imperial Army. In addition to this it is suggested that General Godley's visit to England may form part of a general plan under which officers commanding the defence forces of the various Dominions will meet and confer periodically in England with the Imperial authorities, with a view to coordination in the training and administrative control of the defence forces of the Empire. General Godley denies the rumour of his intended resignation.: [411, 769, 540, 924]
signature: S. L. FISHER, Hon. Secretary.: [686, 370, 782, 378]
